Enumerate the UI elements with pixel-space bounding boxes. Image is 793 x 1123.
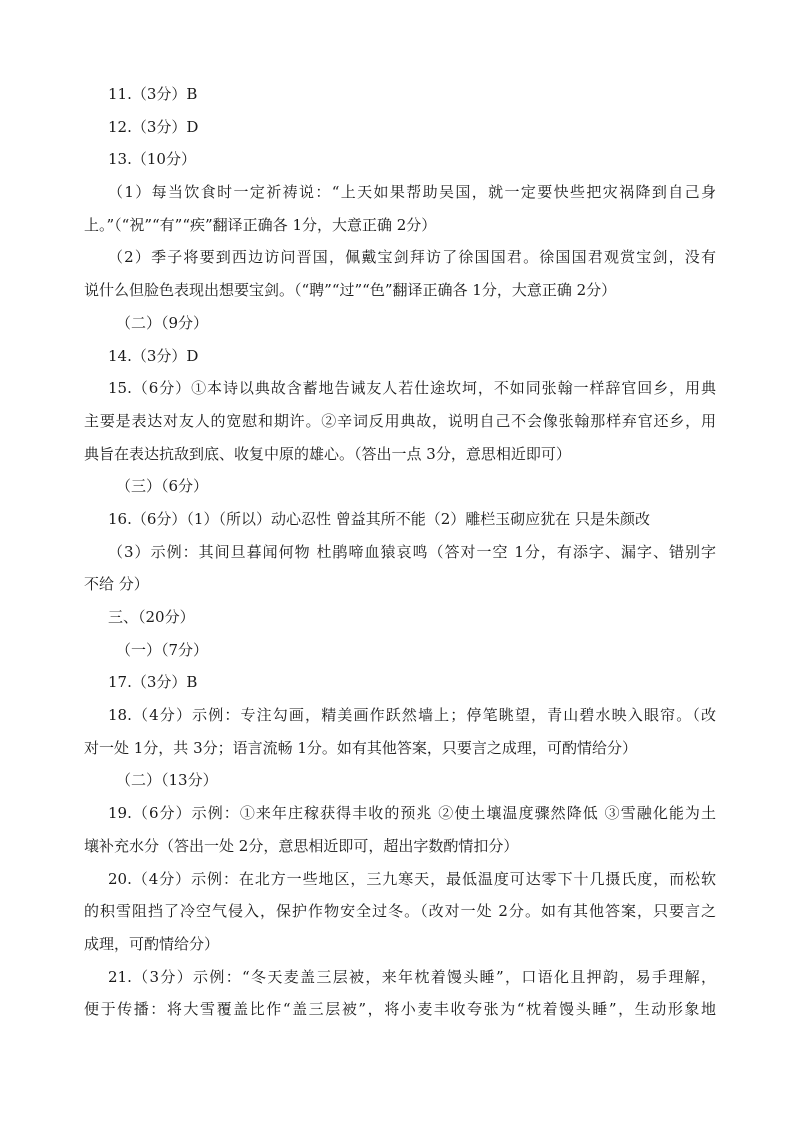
answer-line-17: 17.（3分）B xyxy=(108,673,198,692)
answer-line-14: 14.（3分）D xyxy=(108,346,199,365)
answer-line-13-2-cont: 说什么但脸色表现出想要宝剑。（“聘”“过”“色”翻译正确各 1分，大意正确 2分） xyxy=(84,281,617,300)
answer-line-16: 16.（6分）（1）（所以）动心忍性 曾益其所不能（2）雕栏玉砌应犹在 只是朱颜改 xyxy=(108,509,651,528)
answer-line-21-cont: 便于传播：将大雪覆盖比作“盖三层被”，将小麦丰收夸张为“枕着馒头睡”，生动形象地 xyxy=(84,1000,716,1019)
answer-line-20: 20.（4分）示例：在北方一些地区，三九寒天，最低温度可达零下十几摄氏度，而松软 xyxy=(108,869,716,888)
part-heading-3: 三、（20分） xyxy=(108,608,195,626)
answer-line-13-heading: 13.（10分） xyxy=(108,150,196,169)
answer-line-19-cont: 壤补充水分（答出一处 2分，意思相近即可，超出字数酌情扣分） xyxy=(84,836,519,855)
answer-line-20-cont-1: 的积雪阻挡了冷空气侵入，保护作物安全过冬。（改对一处 2分。如有其他答案，只要言之 xyxy=(84,902,716,921)
answer-key-text xyxy=(84,78,716,1026)
answer-line-20-cont-2: 成理，可酌情给分） xyxy=(84,934,220,953)
answer-line-12: 12.（3分）D xyxy=(108,117,199,136)
section-heading-2: （二）（9分） xyxy=(116,313,209,332)
section-heading-3-2: （二）（13分） xyxy=(116,771,218,790)
answer-line-15-cont-1: 主要是表达对友人的宽慰和期许。②辛词反用典故，说明自己不会像张翰那样弃官还乡，用 xyxy=(84,411,716,430)
answer-line-11: 11.（3分）B xyxy=(108,85,198,103)
answer-line-13-1-cont: 上。”（“祝”“有”“疾”翻译正确各 1分，大意正确 2分） xyxy=(84,215,437,234)
answer-line-18: 18.（4分）示例：专注勾画，精美画作跃然墙上；停笔眺望，青山碧水映入眼帘。（改 xyxy=(108,706,716,725)
answer-line-16-3-cont: 不给 分） xyxy=(84,575,149,594)
answer-line-15-cont-2: 典旨在表达抗敌到底、收复中原的雄心。（答出一点 3分，意思相近即可） xyxy=(84,444,571,463)
answer-line-18-cont: 对一处 1分，共 3分；语言流畅 1分。如有其他答案，只要言之成理，可酌情给分） xyxy=(84,738,637,757)
section-heading-3-1: （一）（7分） xyxy=(116,640,209,659)
answer-line-21: 21.（3分）示例：“冬天麦盖三层被，来年枕着馒头睡”，口语化且押韵，易手理解， xyxy=(108,967,716,986)
answer-line-13-1: （1）每当饮食时一定祈祷说：“上天如果帮助吴国，就一定要快些把灾祸降到自己身 xyxy=(108,183,716,202)
answer-line-13-2: （2）季子将要到西边访问晋国，佩戴宝剑拜访了徐国国君。徐国国君观赏宝剑，没有 xyxy=(108,248,716,267)
answer-line-16-3: （3）示例：其间旦暮闻何物 杜鹃啼血猿哀鸣（答对一空 1分，有添字、漏字、错别字 xyxy=(108,542,716,561)
section-heading-3: （三）（6分） xyxy=(116,477,209,496)
answer-line-15: 15.（6分）①本诗以典故含蓄地告诫友人若仕途坎坷，不如同张翰一样辞官回乡，用典 xyxy=(108,379,716,398)
answer-line-19: 19.（6分）示例：①来年庄稼获得丰收的预兆 ②使土壤温度骤然降低 ③雪融化能为土 xyxy=(108,804,716,823)
